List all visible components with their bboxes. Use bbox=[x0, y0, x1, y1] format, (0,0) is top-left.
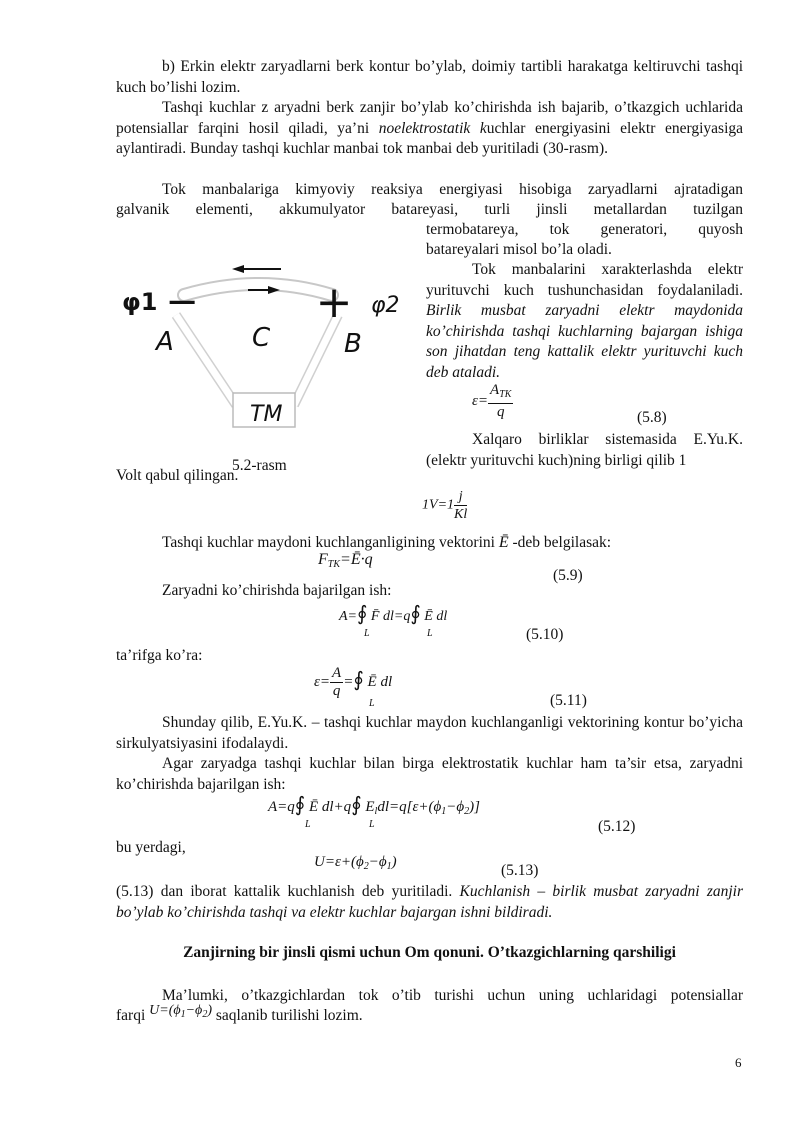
paragraph-circulation bbox=[116, 713, 743, 754]
paragraph-b-text: b) Erkin elektr zaryadlarni berk kontur bo’ylab, doimiy tartibli harakatga keltiruvchi tashqi kuch bo’lishi lozim. bbox=[116, 58, 743, 96]
label-b: B bbox=[344, 329, 362, 359]
equation-potential-difference: $U=(\phi_1-\phi_2)$ bbox=[149, 1003, 212, 1020]
paragraph-electrostatic bbox=[116, 754, 743, 795]
label-a: A bbox=[156, 327, 174, 357]
text: Tok manbalarini xarakterlashda elektr yurituvchi kuch tushunchasidan foydalaniladi. bbox=[426, 261, 743, 299]
paragraph-voltage bbox=[116, 882, 743, 923]
limit-l: L bbox=[369, 698, 375, 709]
equation-5-12: A=q∮ Ē dl+q∮ $E_ldl=q[\varepsilon+(\phi_1-\phi_2)]$ bbox=[268, 794, 480, 817]
paragraph-external-forces bbox=[116, 98, 743, 160]
page-number: 6 bbox=[735, 1055, 742, 1070]
text: farqi bbox=[116, 1007, 146, 1024]
text: galvanik elementi, akkumulyator batareyasi, turli jinsli metallardan tuzilgan bbox=[116, 201, 743, 218]
circuit-diagram bbox=[116, 255, 416, 455]
limit-l: L bbox=[364, 628, 370, 639]
paragraph-b bbox=[116, 57, 743, 98]
equation-5-13-number: (5.13) bbox=[501, 862, 539, 879]
text: Ma’lumki, o’tkazgichlardan tok o’tib turishi uchun uning uchlaridagi potensiallar bbox=[162, 987, 743, 1004]
equation-5-9-number: (5.9) bbox=[553, 567, 583, 584]
paragraph-work: Zaryadni ko’chirishda bajarilgan ish: bbox=[162, 582, 392, 599]
text: saqlanib turilishi lozim. bbox=[215, 1007, 363, 1024]
limit-l: L bbox=[305, 819, 311, 830]
section-heading: Zanjirning bir jinsli qismi uchun Om qonuni. O’tkazgichlarning qarshiligi bbox=[183, 944, 676, 961]
text: Tok manbalariga kimyoviy reaksiya energiyasi hisobiga zaryadlarni ajratadigan bbox=[162, 181, 743, 198]
equation-5-10: A=∮ F̄ dl=q∮ Ē dl bbox=[339, 603, 448, 625]
equation-5-12-number: (5.12) bbox=[598, 818, 636, 835]
text: (5.13) dan iborat kattalik kuchlanish deb yuritiladi. bbox=[116, 883, 460, 900]
equation-5-8: ε= $\frac{A_{TK}}{q}$ bbox=[472, 382, 512, 420]
text: Agar zaryadga tashqi kuchlar bilan birga elektrostatik kuchlar ham ta’sir etsa, zaryadni ko’chirishda bajarilgan ish: bbox=[116, 755, 743, 793]
phi2-label: φ2 bbox=[371, 293, 400, 318]
paragraph-by-definition: ta’rifga ko’ra: bbox=[116, 647, 203, 664]
label-c: C bbox=[252, 323, 271, 353]
paragraph-sources-line2 bbox=[116, 200, 743, 221]
label-tm: TM bbox=[250, 402, 283, 427]
text: -deb belgilasak: bbox=[512, 534, 612, 551]
paragraph-si-units bbox=[426, 430, 743, 471]
limit-l: L bbox=[427, 628, 433, 639]
equation-5-11: ε= $\frac{A}{q}$ =∮ Ē dl bbox=[314, 665, 393, 699]
minus-sign: − bbox=[165, 279, 199, 325]
italic-definition: Kuchlanish – birlik musbat zaryadni zanjir bo’ylab ko’chirishda tashqi va elektr kuchlar bajargan ishni bildiradi. bbox=[116, 883, 743, 921]
equation-5-9: $F_{TK}=Ē\cdot q$ bbox=[318, 551, 373, 570]
text: termobatareya, tok generatori, quyosh bbox=[426, 221, 743, 238]
right-column-line1 bbox=[426, 220, 743, 241]
plus-sign: + bbox=[315, 277, 353, 328]
equation-5-11-number: (5.11) bbox=[550, 692, 587, 709]
volt-sentence: Volt qabul qilingan. bbox=[116, 467, 239, 484]
text: Xalqaro birliklar sistemasida E.Yu.K. (elektr yurituvchi kuch)ning birligi qilib 1 bbox=[426, 431, 743, 469]
italic-definition: Birlik musbat zaryadni elektr maydonida ko’chirishda tashqi kuchlarning bajargan ishiga son jihatdan teng kattalik elektr yurituvchi kuch deb ataladi. bbox=[426, 302, 743, 381]
equation-5-8-number: (5.8) bbox=[637, 409, 667, 426]
figure-current-source bbox=[116, 255, 416, 455]
equation-volt: 1V=1 $\frac{j}{Kl}$ bbox=[422, 489, 468, 522]
text: Shunday qilib, E.Yu.K. – tashqi kuchlar maydon kuchlanganligi vektorining kontur bo’yicha sirkulyatsiyasini ifodalaydi. bbox=[116, 714, 743, 752]
text: Tashqi kuchlar z aryadni berk zanjir bo’ylab ko’chirishda ish bajarib, o’tkazgich uchlarida potensiallar farqini hosil qiladi, ya’ni bbox=[116, 99, 743, 137]
text: Tashqi kuchlar maydoni kuchlanganligining vektorini bbox=[162, 534, 495, 551]
paragraph-sources-line1 bbox=[116, 180, 743, 201]
right-column-line2 bbox=[426, 240, 743, 261]
paragraph-ohm-line2 bbox=[116, 1003, 363, 1032]
paragraph-field-vector bbox=[162, 533, 762, 554]
vector-e-symbol: Ē bbox=[498, 534, 509, 551]
equation-5-10-number: (5.10) bbox=[526, 626, 564, 643]
text: batareyalari misol bo’la oladi. bbox=[426, 241, 612, 258]
phi1-label: φ1 bbox=[122, 288, 158, 316]
figure-caption: 5.2-rasm bbox=[232, 457, 287, 474]
limit-l: L bbox=[369, 819, 375, 830]
text: uchlar energiyasini elektr energiyasiga aylantiradi. Bunday tashqi kuchlar manbai tok manbai deb yuritiladi (30-rasm). bbox=[116, 119, 744, 157]
paragraph-here: bu yerdagi, bbox=[116, 839, 186, 856]
equation-5-13: $U=\varepsilon+(\phi_2-\phi_1)$ bbox=[314, 854, 397, 872]
italic-term: noelektrostatik k bbox=[378, 119, 487, 137]
paragraph-emf-definition bbox=[426, 260, 743, 383]
